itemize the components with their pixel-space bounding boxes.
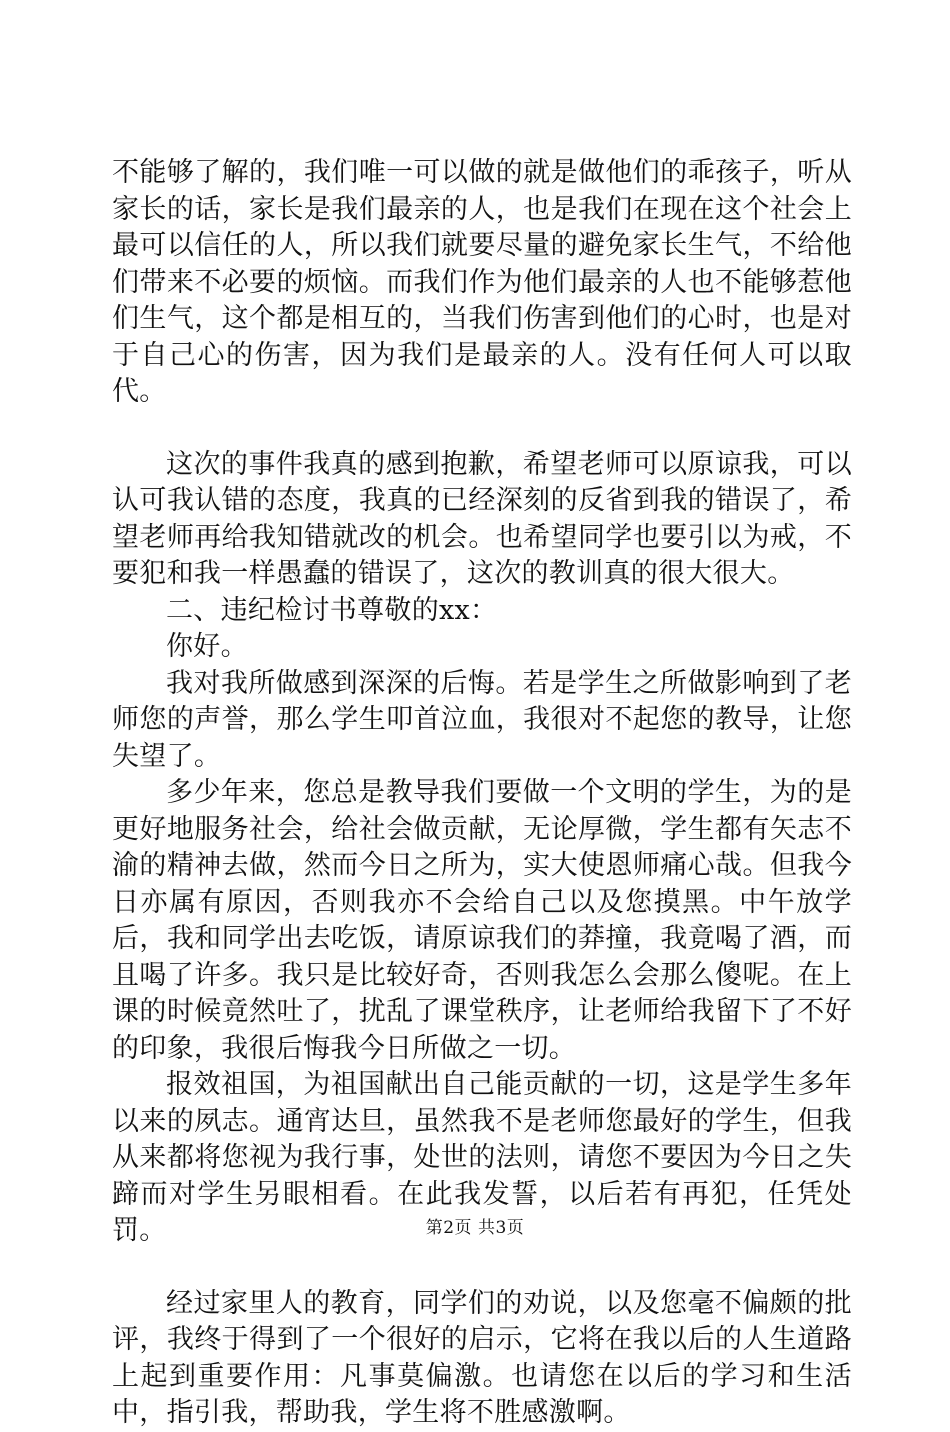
paragraph: 报效祖国，为祖国献出自己能贡献的一切，这是学生多年以来的夙志。通宵达旦，虽然我不是老师您最好的学生，但我从来都将您视为我行事，处世的法则，请您不要因为今日之失蹄而对学生另眼相看。在此我发誓，以后若有再犯，任凭处罚。	[112, 1069, 852, 1246]
paragraph: 这次的事件我真的感到抱歉，希望老师可以原谅我，可以认可我认错的态度，我真的已经深刻的反省到我的错误了，希望老师再给我知错就改的机会。也希望同学也要引以为戒，不要犯和我一样愚蠢的错误了，这次的教训真的很大很大。	[112, 448, 852, 589]
paragraph-spacer	[112, 411, 852, 447]
paragraph: 经过家里人的教育，同学们的劝说，以及您毫不偏颇的批评，我终于得到了一个很好的启示，它将在我以后的人生道路上起到重要作用：凡事莫偏激。也请您在以后的学习和生活中，指引我，帮助我，学生将不胜感激啊。	[112, 1287, 852, 1428]
greeting: 你好。	[166, 631, 248, 662]
section-heading: 二、违纪检讨书尊敬的xx：	[166, 594, 498, 626]
paragraph-spacer	[112, 1250, 852, 1286]
page-number-footer: 第2页 共3页	[425, 1218, 525, 1238]
paragraph: 我对我所做感到深深的后悔。若是学生之所做影响到了老师您的声誉，那么学生叩首泣血，我很对不起您的教导，让您失望了。	[112, 667, 852, 772]
document-body	[112, 155, 852, 1432]
paragraph: 不能够了解的，我们唯一可以做的就是做他们的乖孩子，听从家长的话，家长是我们最亲的人，也是我们在现在这个社会上最可以信任的人，所以我们就要尽量的避免家长生气，不给他们带来不必要的烦恼。而我们作为他们最亲的人也不能够惹他们生气，这个都是相互的，当我们伤害到他们的心时，也是对于自己心的伤害，因为我们是最亲的人。没有任何人可以取代。	[112, 157, 852, 407]
paragraph: 多少年来，您总是教导我们要做一个文明的学生，为的是更好地服务社会，给社会做贡献，无论厚微，学生都有矢志不渝的精神去做，然而今日之所为，实大使恩师痛心哉。但我今日亦属有原因，否则我亦不会给自己以及您摸黑。中午放学后，我和同学出去吃饭，请原谅我们的莽撞，我竟喝了酒，而且喝了许多。我只是比较好奇，否则我怎么会那么傻呢。在上课的时候竟然吐了，扰乱了课堂秩序，让老师给我留下了不好的印象，我很后悔我今日所做之一切。	[112, 777, 852, 1064]
